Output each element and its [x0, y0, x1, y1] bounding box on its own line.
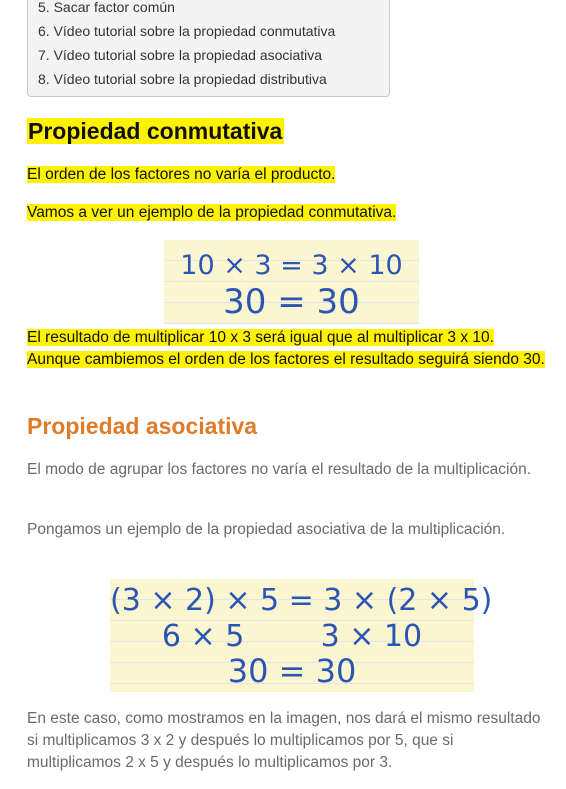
heading-conmutativa-text: Propiedad conmutativa [28, 118, 283, 144]
conmutativa-result: 30 = 30 [223, 282, 360, 322]
asociativa-equation: (3 × 2) × 5 = 3 × (2 × 5) [110, 583, 493, 618]
asociativa-explanation: En este caso, como mostramos en la imagen, nos dará el mismo resultado si multiplicamos 3 x 2 y después lo multiplicamos por 5, que si multiplicamos 2 x 5 y después lo multiplicamos por 3. [27, 710, 541, 771]
conmutativa-definition [27, 164, 547, 186]
asociativa-definition: El modo de agrupar los factores no varía el resultado de la multiplicación. [27, 461, 532, 478]
table-of-contents [27, 0, 390, 97]
conmutativa-intro [27, 202, 547, 224]
heading-asociativa: Propiedad asociativa [27, 413, 258, 439]
conmutativa-example-image [164, 240, 419, 324]
conmutativa-explanation-text: El resultado de multiplicar 10 x 3 será igual que al multiplicar 3 x 10. Aunque cambiemos el orden de los factores el resultado seguirá siendo 30. [27, 329, 545, 368]
conmutativa-explanation [27, 327, 547, 371]
heading-conmutativa [27, 116, 284, 146]
toc-link-sacar-factor-comun[interactable]: 5. Sacar factor común [38, 0, 175, 15]
asociativa-intro: Pongamos un ejemplo de la propiedad asociativa de la multiplicación. [27, 521, 506, 538]
conmutativa-intro-text: Vamos a ver un ejemplo de la propiedad conmutativa. [27, 204, 397, 221]
asociativa-result: 30 = 30 [227, 652, 357, 690]
toc-link-video-distributiva[interactable]: 8. Vídeo tutorial sobre la propiedad distributiva [38, 71, 327, 87]
conmutativa-equation: 10 × 3 = 3 × 10 [180, 250, 403, 281]
asociativa-example-image [110, 579, 493, 692]
toc-link-video-conmutativa[interactable]: 6. Vídeo tutorial sobre la propiedad conmutativa [38, 23, 336, 39]
toc-link-video-asociativa[interactable]: 7. Vídeo tutorial sobre la propiedad asociativa [38, 47, 323, 63]
asociativa-intermediate: 6 × 5 3 × 10 [161, 619, 423, 654]
conmutativa-definition-text: El orden de los factores no varía el producto. [27, 166, 336, 183]
